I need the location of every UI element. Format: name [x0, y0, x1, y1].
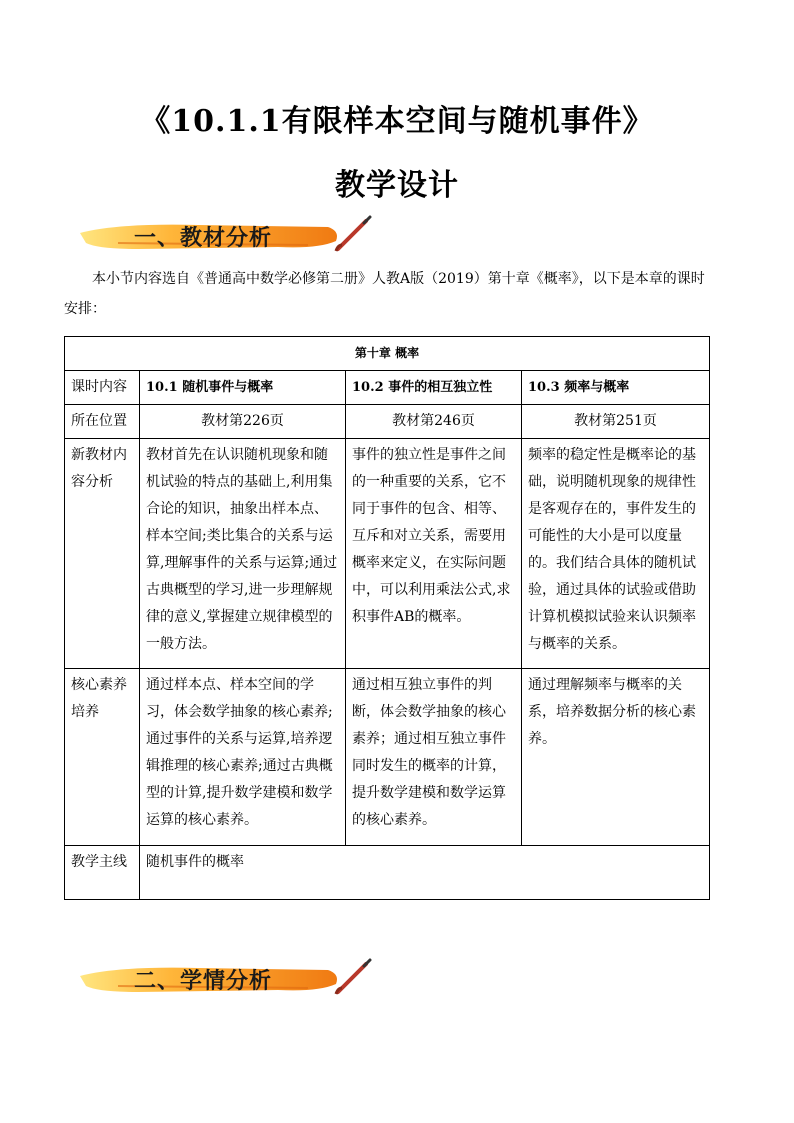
- table-cell: 通过理解频率与概率的关系，培养数据分析的核心素养。: [522, 669, 710, 846]
- document-title: 《10.1.1有限样本空间与随机事件》: [140, 104, 654, 139]
- row-label: 课时内容: [65, 371, 140, 405]
- table-cell: 教材首先在认识随机现象和随机试验的特点的基础上,利用集合论的知识，抽象出样本点、样本空间;类比集合的关系与运算,理解事件的关系与运算;通过古典概型的学习,进一步理解规律的意义,掌握建立规律模型的一般方法。: [140, 439, 346, 669]
- table-row: [65, 669, 710, 846]
- table-cell: 教材第251页: [522, 405, 710, 439]
- section-banner-1: [78, 215, 378, 261]
- table-row: [65, 371, 710, 405]
- brush-icon: [334, 215, 374, 255]
- table-title: 第十章 概率: [65, 337, 710, 371]
- row-label: 教学主线: [65, 846, 140, 900]
- brush-icon: [334, 958, 374, 998]
- row-label: 新教材内容分析: [65, 439, 140, 669]
- section-heading-1: 一、教材分析: [134, 226, 273, 251]
- table-header-row: [65, 337, 710, 371]
- row-label: 所在位置: [65, 405, 140, 439]
- section-banner-2: [78, 958, 378, 1004]
- table-cell: 频率的稳定性是概率论的基础，说明随机现象的规律性是客观存在的，事件发生的可能性的大小是可以度量的。我们结合具体的随机试验，通过具体的试验或借助计算机模拟试验来认识频率与概率的关系。: [522, 439, 710, 669]
- table-cell: 10.3 频率与概率: [522, 371, 710, 405]
- table-cell: 通过样本点、样本空间的学习，体会数学抽象的核心素养;通过事件的关系与运算,培养逻辑推理的核心素养;通过古典概型的计算,提升数学建模和数学运算的核心素养。: [140, 669, 346, 846]
- table-cell: 教材第246页: [346, 405, 522, 439]
- table-row: [65, 439, 710, 669]
- table-cell: 教材第226页: [140, 405, 346, 439]
- section-heading-2: 二、学情分析: [134, 969, 273, 994]
- schedule-table: [64, 336, 710, 900]
- table-row: [65, 405, 710, 439]
- row-label: 核心素养培养: [65, 669, 140, 846]
- document-subtitle: 教学设计: [335, 168, 459, 203]
- intro-paragraph: 本小节内容选自《普通高中数学必修第二册》人教A版（2019）第十章《概率》，以下是本章的课时安排：: [64, 271, 705, 317]
- table-row: [65, 846, 710, 900]
- table-cell: 事件的独立性是事件之间的一种重要的关系，它不同于事件的包含、相等、互斥和对立关系，需要用概率来定义，在实际问题中，可以利用乘法公式,求积事件AB的概率。: [346, 439, 522, 669]
- table-cell: 10.1 随机事件与概率: [140, 371, 346, 405]
- table-cell: 通过相互独立事件的判断，体会数学抽象的核心素养；通过相互独立事件同时发生的概率的计算，提升数学建模和数学运算的核心素养。: [346, 669, 522, 846]
- table-cell: 随机事件的概率: [140, 846, 710, 900]
- table-cell: 10.2 事件的相互独立性: [346, 371, 522, 405]
